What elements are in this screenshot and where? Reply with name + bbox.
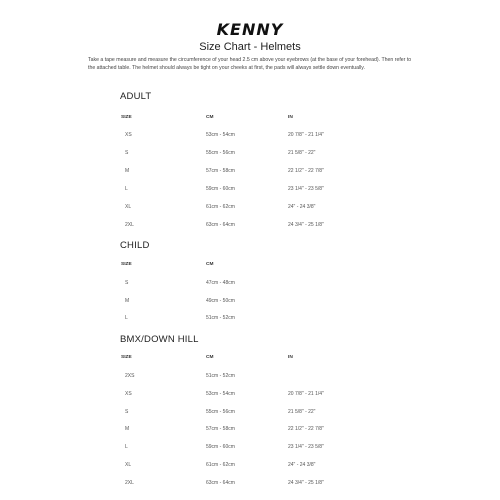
page-title: Size Chart - Helmets xyxy=(199,41,301,53)
header-cm: CM xyxy=(206,262,214,267)
cell-cm: 57cm - 58cm xyxy=(206,168,235,174)
cell-cm: 53cm - 54cm xyxy=(206,132,235,138)
table-row xyxy=(0,444,500,452)
cell-size: S xyxy=(125,409,129,415)
cell-size: L xyxy=(125,186,128,192)
header-size: SIZE xyxy=(121,262,132,267)
cell-size: M xyxy=(125,298,130,304)
cell-size: M xyxy=(125,168,130,174)
cell-cm: 59cm - 60cm xyxy=(206,186,235,192)
cell-in: 20 7/8" - 21 1/4" xyxy=(288,391,324,397)
table-row xyxy=(0,204,500,212)
table-row xyxy=(0,280,500,288)
cell-cm: 51cm - 52cm xyxy=(206,315,235,321)
cell-size: M xyxy=(125,426,130,432)
section-title-bmx: BMX/DOWN HILL xyxy=(120,334,199,345)
cell-in: 21 5/8" - 22" xyxy=(288,409,316,415)
table-row xyxy=(0,186,500,194)
cell-cm: 47cm - 48cm xyxy=(206,280,235,286)
cell-size: XS xyxy=(125,391,132,397)
section-title-adult: ADULT xyxy=(120,91,152,102)
table-row xyxy=(0,480,500,488)
section-title-child: CHILD xyxy=(120,240,150,251)
header-size: SIZE xyxy=(121,355,132,360)
cell-cm: 59cm - 60cm xyxy=(206,444,235,450)
table-row xyxy=(0,298,500,306)
cell-size: XS xyxy=(125,132,132,138)
cell-size: 2XL xyxy=(125,480,134,486)
header-in: IN xyxy=(288,355,293,360)
table-row xyxy=(0,409,500,417)
cell-in: 23 1/4" - 23 5/8" xyxy=(288,186,324,192)
cell-cm: 63cm - 64cm xyxy=(206,222,235,228)
cell-size: 2XL xyxy=(125,222,134,228)
table-row xyxy=(0,168,500,176)
intro-text: Take a tape measure and measure the circumference of your head 2.5 cm above your eyebrows (at the base of your forehead). Then refer to the attached table. The helmet should always be tight on your cheeks at first, the pads will always settle down eventually. xyxy=(88,57,412,72)
cell-size: L xyxy=(125,315,128,321)
cell-size: S xyxy=(125,150,129,156)
cell-in: 24 3/4" - 25 1/8" xyxy=(288,222,324,228)
table-header xyxy=(0,262,500,270)
cell-size: XL xyxy=(125,462,132,468)
header-in: IN xyxy=(288,115,293,120)
cell-size: XL xyxy=(125,204,132,210)
cell-size: 2XS xyxy=(125,373,135,379)
table-header xyxy=(0,355,500,363)
table-row xyxy=(0,222,500,230)
header-size: SIZE xyxy=(121,115,132,120)
table-row xyxy=(0,391,500,399)
cell-size: L xyxy=(125,444,128,450)
cell-size: S xyxy=(125,280,129,286)
table-header xyxy=(0,115,500,123)
cell-in: 22 1/2" - 22 7/8" xyxy=(288,426,324,432)
cell-cm: 55cm - 56cm xyxy=(206,409,235,415)
cell-cm: 49cm - 50cm xyxy=(206,298,235,304)
header-cm: CM xyxy=(206,355,214,360)
table-row xyxy=(0,462,500,470)
cell-cm: 61cm - 62cm xyxy=(206,204,235,210)
cell-cm: 61cm - 62cm xyxy=(206,462,235,468)
cell-in: 21 5/8" - 22" xyxy=(288,150,316,156)
table-row xyxy=(0,150,500,158)
cell-cm: 53cm - 54cm xyxy=(206,391,235,397)
cell-cm: 51cm - 52cm xyxy=(206,373,235,379)
table-row xyxy=(0,426,500,434)
brand-logo: KENNY xyxy=(216,20,284,39)
cell-cm: 63cm - 64cm xyxy=(206,480,235,486)
table-row xyxy=(0,373,500,381)
header-cm: CM xyxy=(206,115,214,120)
table-row xyxy=(0,315,500,323)
cell-in: 24 3/4" - 25 1/8" xyxy=(288,480,324,486)
cell-cm: 55cm - 56cm xyxy=(206,150,235,156)
cell-in: 20 7/8" - 21 1/4" xyxy=(288,132,324,138)
cell-cm: 57cm - 58cm xyxy=(206,426,235,432)
cell-in: 24" - 24 3/8" xyxy=(288,462,316,468)
cell-in: 24" - 24 3/8" xyxy=(288,204,316,210)
cell-in: 22 1/2" - 22 7/8" xyxy=(288,168,324,174)
cell-in: 23 1/4" - 23 5/8" xyxy=(288,444,324,450)
table-row xyxy=(0,132,500,140)
